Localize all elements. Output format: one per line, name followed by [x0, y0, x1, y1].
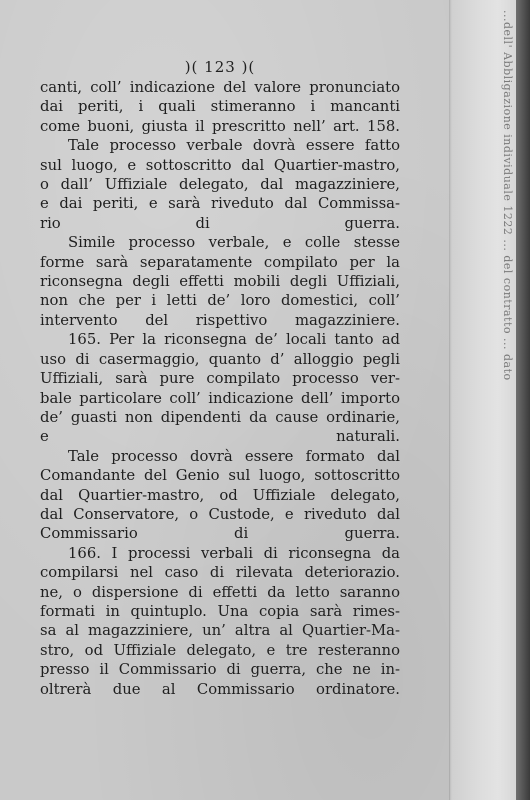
text-line: formati in quintuplo. Una copia sarà rimes- — [40, 602, 400, 620]
text-line-row — [40, 427, 400, 446]
text-line-row — [40, 97, 400, 116]
text-line: presso il Commissario di guerra, che ne in- — [40, 661, 400, 679]
text-line: e dai periti, e sarà riveduto dal Commissa- — [40, 195, 400, 213]
text-line-row — [40, 194, 400, 213]
text-line: Comandante del Genio sul luogo, sottoscritto — [40, 467, 400, 485]
text-line: dal Conservatore, o Custode, e riveduto dal — [40, 505, 400, 523]
text-line: forme sarà separatamente compilato per la — [40, 253, 400, 271]
page-header: )( 123 )( — [184, 58, 256, 76]
text-line-row — [40, 544, 400, 563]
text-line: Commissario di guerra. — [40, 525, 400, 543]
text-line-row — [40, 214, 400, 233]
text-line-row — [40, 78, 400, 97]
text-line: Uffiziali, sarà pure compilato processo ver- — [40, 370, 400, 388]
text-line: rio di guerra. — [40, 214, 400, 232]
text-line: non che per i letti de’ loro domestici, coll’ — [40, 292, 400, 310]
text-line-row — [40, 350, 400, 369]
text-line-row — [40, 311, 400, 330]
text-line-row — [40, 330, 400, 349]
text-line-row — [40, 369, 400, 388]
body-text — [40, 78, 400, 699]
text-line: Simile processo verbale, e colle stesse — [68, 234, 400, 252]
text-line: compilarsi nel caso di rilevata deteriorazio. — [40, 564, 400, 582]
text-line-row — [40, 253, 400, 272]
text-line: uso di casermaggio, quanto d’ alloggio pegli — [40, 350, 400, 368]
text-line: Tale processo dovrà essere formato dal — [68, 447, 400, 465]
text-line: come buoni, giusta il prescritto nell’ art. 158. — [40, 117, 400, 135]
text-line-row — [40, 117, 400, 136]
text-line: sa al magazziniere, un’ altra al Quartier-Ma- — [40, 622, 400, 640]
text-line: riconsegna degli effetti mobili degli Uffiziali, — [40, 273, 400, 291]
text-line: ne, o dispersione di effetti da letto saranno — [40, 583, 400, 601]
text-line: Tale processo verbale dovrà essere fatto — [68, 137, 400, 155]
text-line-row — [40, 524, 400, 543]
text-line: intervento del rispettivo magazziniere. — [40, 311, 400, 329]
text-line-row — [40, 486, 400, 505]
text-line-row — [40, 680, 400, 699]
text-line: o dall’ Uffiziale delegato, dal magazziniere, — [40, 176, 400, 194]
text-line: de’ guasti non dipendenti da cause ordinarie, — [40, 408, 400, 426]
text-line: e naturali. — [40, 428, 400, 446]
text-line-row — [40, 466, 400, 485]
bleed-through-text — [496, 10, 516, 790]
text-line-row — [40, 233, 400, 252]
text-line-row — [40, 583, 400, 602]
text-line-row — [40, 505, 400, 524]
text-line: 165. Per la riconsegna de’ locali tanto ad — [68, 331, 400, 349]
text-line-row — [40, 408, 400, 427]
text-line-row — [40, 602, 400, 621]
page-fold-shadow — [449, 0, 452, 800]
text-line: bale particolare coll’ indicazione dell’ importo — [40, 389, 400, 407]
text-line-row — [40, 447, 400, 466]
text-line-row — [40, 156, 400, 175]
text-line: sul luogo, e sottoscritto dal Quartier-mastro, — [40, 156, 400, 174]
text-line-row — [40, 272, 400, 291]
text-line: stro, od Uffiziale delegato, e tre resteranno — [40, 641, 400, 659]
text-line-row — [40, 563, 400, 582]
text-line: dai periti, i quali stimeranno i mancanti — [40, 98, 400, 116]
text-line: canti, coll’ indicazione del valore pronunciato — [40, 79, 400, 96]
text-line-row — [40, 291, 400, 310]
text-line-row — [40, 175, 400, 194]
bleed-through-line: ...dell' Abbligazione individuale 1222 ... del contratto ... dato — [501, 10, 514, 381]
text-line: oltrerà due al Commissario ordinatore. — [40, 680, 400, 698]
text-line-row — [40, 389, 400, 408]
text-line-row — [40, 660, 400, 679]
book-spine — [516, 0, 530, 800]
text-line: 166. I processi verbali di riconsegna da — [68, 544, 400, 562]
text-line: dal Quartier-mastro, od Uffiziale delegato, — [40, 486, 400, 504]
text-line-row — [40, 641, 400, 660]
text-line-row — [40, 621, 400, 640]
text-line-row — [40, 136, 400, 155]
